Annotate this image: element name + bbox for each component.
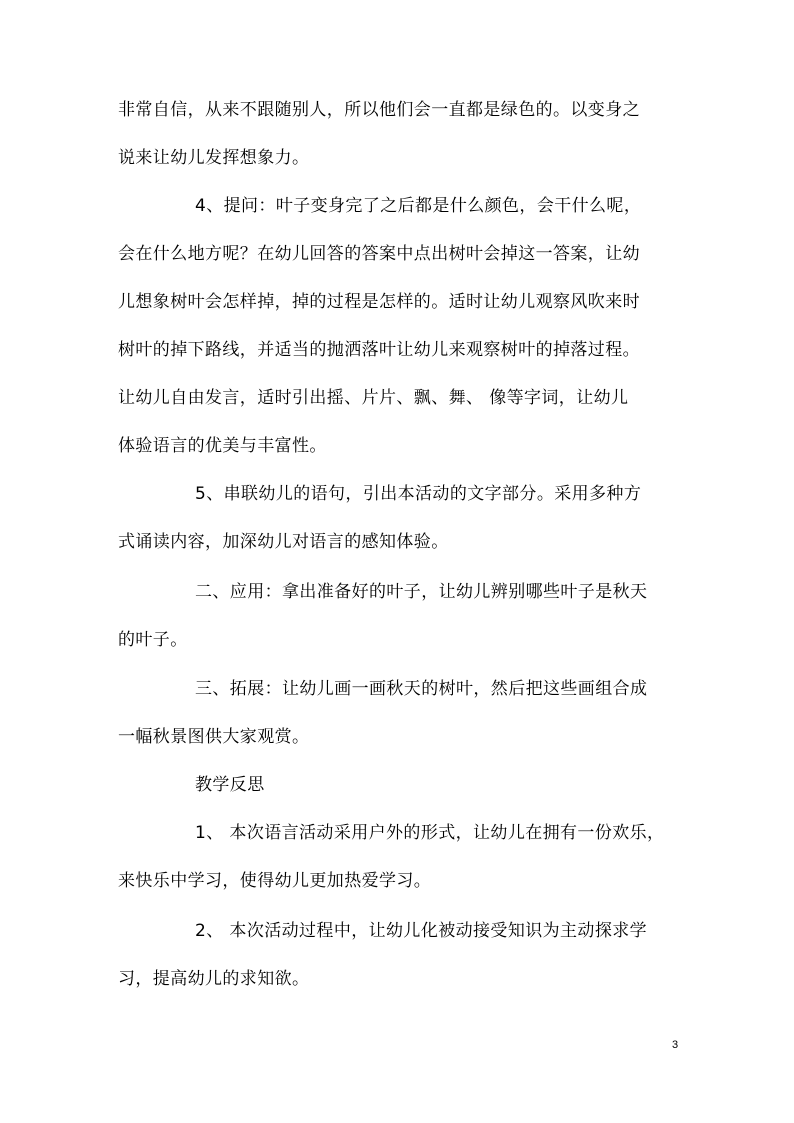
body-text-line: 体验语言的优美与丰富性。 <box>118 436 327 456</box>
body-text-line: 二、应用：拿出准备好的叶子，让幼儿辨别哪些叶子是秋天 <box>195 582 648 602</box>
body-text-line: 三、拓展：让幼儿画一画秋天的树叶，然后把这些画组合成 <box>195 679 648 699</box>
body-text-line: 说来让幼儿发挥想象力。 <box>118 148 310 168</box>
page-number: 3 <box>672 1039 679 1051</box>
body-text-line: 来快乐中学习，使得幼儿更加热爱学习。 <box>118 871 432 891</box>
body-text-line: 4、提问：叶子变身完了之后都是什么颜色，会干什么呢， <box>195 196 642 216</box>
body-text-line: 一幅秋景图供大家观赏。 <box>118 727 310 747</box>
body-text-line: 让幼儿自由发言，适时引出摇、片片、飘、舞、 像等字词，让幼儿 <box>118 388 629 408</box>
body-text-line: 1、 本次语言活动采用户外的形式，让幼儿在拥有一份欢乐， <box>195 823 665 843</box>
body-text-line: 的叶子。 <box>118 630 188 650</box>
body-text-line: 非常自信，从来不跟随别人，所以他们会一直都是绿色的。以变身之 <box>118 100 640 120</box>
body-text-line: 2、 本次活动过程中，让幼儿化被动接受知识为主动探求学 <box>195 921 648 941</box>
body-text-line: 树叶的掉下路线，并适当的抛洒落叶让幼儿来观察树叶的掉落过程。 <box>118 340 640 360</box>
body-text-line: 5、串联幼儿的语句，引出本活动的文字部分。采用多种方 <box>195 484 642 504</box>
body-text-line: 会在什么地方呢？在幼儿回答的答案中点出树叶会掉这一答案，让幼 <box>118 244 640 264</box>
section-heading: 教学反思 <box>195 775 265 795</box>
body-text-line: 式诵读内容，加深幼儿对语言的感知体验。 <box>118 532 449 552</box>
body-text-line: 习，提高幼儿的求知欲。 <box>118 969 310 989</box>
body-text-line: 儿想象树叶会怎样掉，掉的过程是怎样的。适时让幼儿观察风吹来时 <box>118 292 640 312</box>
